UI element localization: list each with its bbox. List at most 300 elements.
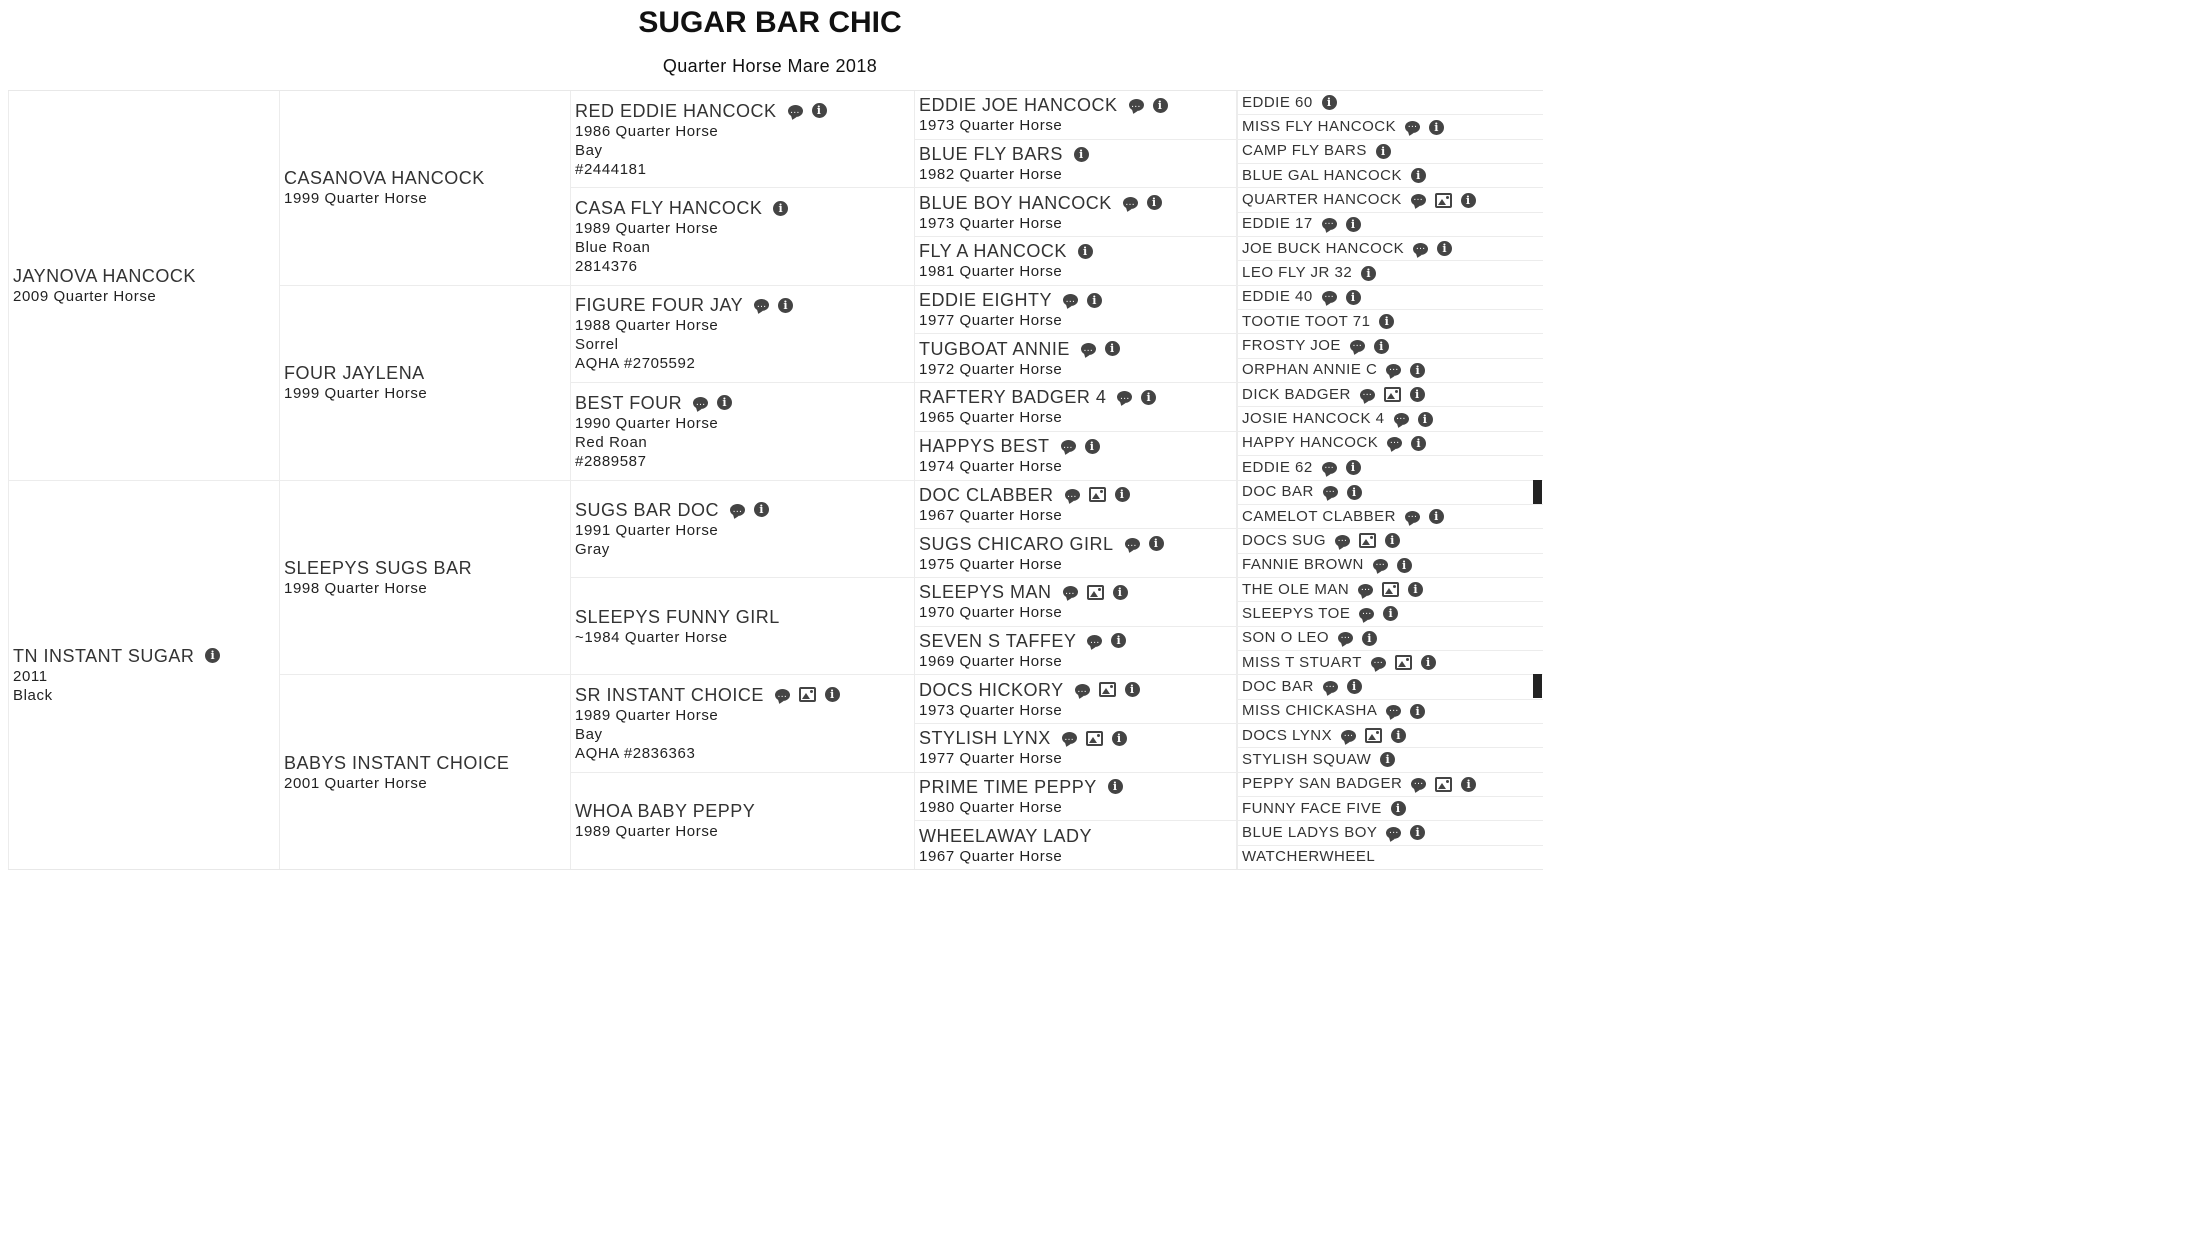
horse-icons [1386,704,1425,719]
horse-name-row [575,392,910,414]
horse-name[interactable]: BLUE BOY HANCOCK [919,192,1112,213]
info-icon[interactable]: i [1149,536,1164,551]
horse-detail: Gray [575,540,610,558]
horse-cell [914,334,1237,383]
info-icon[interactable]: i [1087,293,1102,308]
horse-name[interactable]: PEPPY SAN BADGER [1242,775,1403,793]
horse-name[interactable]: TN INSTANT SUGAR [13,645,195,666]
comment-icon[interactable] [1405,511,1420,523]
comment-icon[interactable] [1341,730,1356,742]
horse-icons [1350,339,1389,354]
info-icon[interactable]: i [1374,339,1389,354]
horse-cell [279,675,570,869]
image-icon[interactable] [1365,728,1382,743]
horse-name[interactable]: HAPPY HANCOCK [1242,434,1379,452]
horse-name[interactable]: DOC CLABBER [919,484,1054,505]
horse-name[interactable]: JAYNOVA HANCOCK [13,265,196,286]
horse-cell [914,432,1237,481]
horse-name-row [284,362,566,384]
horse-cell [914,188,1237,237]
info-icon[interactable]: i [773,201,788,216]
horse-name[interactable]: SEVEN S TAFFEY [919,630,1077,651]
comment-icon[interactable] [1394,413,1409,425]
info-icon[interactable]: i [1347,485,1362,500]
info-icon[interactable]: i [1113,585,1128,600]
comment-icon[interactable] [754,299,769,311]
horse-name[interactable]: SUGS CHICARO GIRL [919,533,1114,554]
horse-name-row [919,386,1232,408]
horse-icons [1411,193,1476,208]
horse-detail: 2011 [13,667,48,685]
horse-cell [1237,505,1543,529]
horse-name[interactable]: CASANOVA HANCOCK [284,168,485,189]
horse-name[interactable]: BLUE LADYS BOY [1242,823,1378,841]
comment-icon[interactable] [1065,489,1080,501]
info-icon[interactable]: i [1112,731,1127,746]
info-icon[interactable]: i [754,502,769,517]
horse-name[interactable]: SLEEPYS SUGS BAR [284,557,473,578]
comment-icon[interactable] [1087,635,1102,647]
horse-cell [1237,797,1543,821]
horse-icons [1371,655,1436,670]
info-icon[interactable]: i [1429,509,1444,524]
horse-name[interactable]: STYLISH SQUAW [1242,750,1372,768]
page-subtitle: Quarter Horse Mare 2018 [662,56,878,76]
horse-cell [914,578,1237,627]
info-icon[interactable]: i [1391,728,1406,743]
horse-icons [1391,801,1406,816]
info-icon[interactable]: i [1346,217,1361,232]
horse-name[interactable]: DOC BAR [1242,677,1314,695]
info-icon[interactable]: i [1411,436,1426,451]
comment-icon[interactable] [1323,681,1338,693]
horse-name[interactable]: DOCS SUG [1242,531,1327,549]
horse-name-row [1242,167,1539,185]
horse-name-row [1242,775,1539,793]
comment-icon[interactable] [1413,243,1428,255]
horse-name[interactable]: DOC BAR [1242,483,1314,501]
horse-name[interactable]: MISS T STUART [1242,653,1362,671]
horse-name[interactable]: PRIME TIME PEPPY [919,776,1097,797]
comment-icon[interactable] [1360,389,1375,401]
comment-icon[interactable] [1350,340,1365,352]
comment-icon[interactable] [1061,440,1076,452]
info-icon[interactable]: i [1141,390,1156,405]
horse-name-row [1242,727,1539,745]
image-icon[interactable] [1435,777,1452,792]
horse-name[interactable]: RAFTERY BADGER 4 [919,387,1107,408]
info-icon[interactable]: i [1410,704,1425,719]
horse-cell [570,383,914,480]
horse-name-row [1242,459,1539,477]
horse-detail: AQHA #2705592 [575,355,696,373]
horse-icons [1075,682,1140,697]
comment-icon[interactable] [1373,559,1388,571]
image-icon[interactable] [1086,731,1103,746]
horse-name[interactable]: DOCS LYNX [1242,726,1333,744]
horse-icons [205,648,220,663]
comment-icon[interactable] [1411,194,1426,206]
info-icon[interactable]: i [1074,147,1089,162]
info-icon[interactable]: i [1108,779,1123,794]
info-icon[interactable]: i [1361,266,1376,281]
horse-icons [1065,487,1130,502]
horse-name[interactable]: MISS CHICKASHA [1242,702,1378,720]
info-icon[interactable]: i [1429,120,1444,135]
info-icon[interactable]: i [1397,558,1412,573]
comment-icon[interactable] [1386,364,1401,376]
horse-name[interactable]: STYLISH LYNX [919,728,1051,749]
horse-name-row [1242,142,1539,160]
info-icon[interactable]: i [1362,631,1377,646]
horse-cell [1237,188,1543,212]
info-icon[interactable]: i [1346,460,1361,475]
image-icon[interactable] [1359,533,1376,548]
horse-name-row [575,197,910,219]
horse-name-row [1242,434,1539,452]
horse-name-row [575,800,910,822]
info-icon[interactable]: i [1410,387,1425,402]
horse-detail: 1973 Quarter Horse [919,701,1063,719]
horse-cell [1237,383,1543,407]
info-icon[interactable]: i [778,298,793,313]
horse-cell [914,529,1237,578]
horse-cell [1237,675,1543,699]
info-icon[interactable]: i [825,687,840,702]
comment-icon[interactable] [1063,586,1078,598]
info-icon[interactable]: i [1111,633,1126,648]
info-icon[interactable]: i [1322,95,1337,110]
horse-name[interactable]: EDDIE JOE HANCOCK [919,95,1118,116]
horse-cell [1237,261,1543,285]
comment-icon[interactable] [1386,827,1401,839]
horse-detail: Bay [575,725,603,743]
info-icon[interactable]: i [1085,439,1100,454]
horse-cell [1237,602,1543,626]
comment-icon[interactable] [1129,99,1144,111]
horse-detail: 1989 Quarter Horse [575,823,719,841]
info-icon[interactable]: i [1391,801,1406,816]
horse-detail: #2444181 [575,160,647,178]
horse-name[interactable]: TUGBOAT ANNIE [919,338,1070,359]
info-icon[interactable]: i [1437,241,1452,256]
horse-cell [279,91,570,286]
comment-icon[interactable] [1387,437,1402,449]
horse-name[interactable]: BABYS INSTANT CHOICE [284,752,510,773]
info-icon[interactable]: i [1410,825,1425,840]
info-icon[interactable]: i [1461,193,1476,208]
horse-name-row [13,645,275,667]
comment-icon[interactable] [730,504,745,516]
horse-name[interactable]: TOOTIE TOOT 71 [1242,312,1371,330]
horse-name-row [1242,410,1539,428]
horse-detail: 1982 Quarter Horse [919,166,1063,184]
horse-name-row [1242,556,1539,574]
info-icon[interactable]: i [1078,244,1093,259]
horse-name[interactable]: WHOA BABY PEPPY [575,801,756,822]
horse-name-row [284,167,566,189]
horse-name[interactable]: WHEELAWAY LADY [919,825,1093,846]
horse-icons [1386,825,1425,840]
page-title: SUGAR BAR CHIC [638,6,902,39]
image-icon[interactable] [1099,682,1116,697]
comment-icon[interactable] [788,105,803,117]
horse-name[interactable]: EDDIE 17 [1242,215,1313,233]
horse-cell [914,237,1237,286]
horse-icons [775,687,840,702]
pedigree-chart [8,90,1543,870]
comment-icon[interactable] [1117,391,1132,403]
horse-name[interactable]: FANNIE BROWN [1242,556,1364,574]
horse-detail: 1981 Quarter Horse [919,263,1063,281]
horse-name-row [1242,751,1539,769]
horse-detail: 1980 Quarter Horse [919,798,1063,816]
horse-name[interactable]: EDDIE 62 [1242,458,1313,476]
comment-icon[interactable] [1062,732,1077,744]
info-icon[interactable]: i [1379,314,1394,329]
comment-icon[interactable] [1411,778,1426,790]
horse-icons [1078,244,1093,259]
horse-detail: #2889587 [575,452,647,470]
horse-cell [914,140,1237,189]
horse-name[interactable]: FOUR JAYLENA [284,363,425,384]
horse-name[interactable]: SUGS BAR DOC [575,499,720,520]
info-icon[interactable]: i [1380,752,1395,767]
horse-icons [1373,558,1412,573]
horse-cell [1237,724,1543,748]
horse-name[interactable]: CASA FLY HANCOCK [575,198,763,219]
horse-cell [914,724,1237,773]
comment-icon[interactable] [1359,608,1374,620]
horse-name-row [1242,191,1539,209]
horse-name-row [1242,118,1539,136]
comment-icon[interactable] [1335,535,1350,547]
generation-1-column [8,91,279,869]
horse-name[interactable]: HAPPYS BEST [919,436,1050,457]
horse-cell [1237,821,1543,845]
info-icon[interactable]: i [1347,679,1362,694]
horse-icons [1387,436,1426,451]
horse-icons [1117,390,1156,405]
horse-name-row [1242,264,1539,282]
horse-name-row [1242,94,1539,112]
horse-name-row [919,825,1232,847]
comment-icon[interactable] [1125,538,1140,550]
info-icon[interactable]: i [1410,363,1425,378]
horse-detail: 2009 Quarter Horse [13,287,157,305]
horse-detail: AQHA #2836363 [575,744,696,762]
horse-cell [1237,334,1543,358]
horse-detail: 1977 Quarter Horse [919,750,1063,768]
info-icon[interactable]: i [1147,195,1162,210]
comment-icon[interactable] [1075,684,1090,696]
info-icon[interactable]: i [1115,487,1130,502]
info-icon[interactable]: i [1153,98,1168,113]
horse-name[interactable]: FROSTY JOE [1242,337,1341,355]
horse-detail: 1970 Quarter Horse [919,604,1063,622]
horse-name-row [919,338,1232,360]
horse-name[interactable]: EDDIE EIGHTY [919,290,1053,311]
horse-cell [570,675,914,772]
horse-detail: 1990 Quarter Horse [575,414,719,432]
horse-name[interactable]: FIGURE FOUR JAY [575,295,744,316]
horse-icons [1063,293,1102,308]
horse-name-row [919,484,1232,506]
horse-icons [1322,460,1361,475]
info-icon[interactable]: i [1461,777,1476,792]
horse-cell [914,627,1237,676]
horse-cell [1237,140,1543,164]
horse-cell [914,286,1237,335]
horse-cell [1237,846,1543,869]
horse-name-row [1242,702,1539,720]
info-icon[interactable]: i [1376,144,1391,159]
horse-icons [1322,95,1337,110]
info-icon[interactable]: i [205,648,220,663]
horse-name-row [1242,824,1539,842]
info-icon[interactable]: i [1421,655,1436,670]
horse-name[interactable]: DICK BADGER [1242,385,1351,403]
horse-icons [1129,98,1168,113]
horse-name[interactable]: SON O LEO [1242,629,1330,647]
comment-icon[interactable] [1322,462,1337,474]
horse-name[interactable]: DOCS HICKORY [919,679,1064,700]
horse-name[interactable]: CAMP FLY BARS [1242,142,1367,160]
horse-name[interactable]: EDDIE 40 [1242,288,1313,306]
image-icon[interactable] [1089,487,1106,502]
horse-icons [1358,582,1423,597]
horse-detail: ~1984 Quarter Horse [575,628,728,646]
comment-icon[interactable] [1323,486,1338,498]
info-icon[interactable]: i [1411,168,1426,183]
comment-icon[interactable] [1338,632,1353,644]
comment-icon[interactable] [693,397,708,409]
horse-cell [914,383,1237,432]
horse-name-row [1242,240,1539,258]
horse-name-row [284,752,566,774]
horse-detail: 1989 Quarter Horse [575,706,719,724]
horse-name[interactable]: WATCHERWHEEL [1242,848,1376,866]
comment-icon[interactable] [1322,218,1337,230]
horse-icons [1063,585,1128,600]
scroll-marker[interactable] [1533,480,1542,504]
horse-name-row [1242,313,1539,331]
horse-name-row [1242,848,1539,866]
horse-icons [1062,731,1127,746]
info-icon[interactable]: i [1418,412,1433,427]
horse-name[interactable]: LEO FLY JR 32 [1242,264,1353,282]
info-icon[interactable]: i [812,103,827,118]
image-icon[interactable] [1087,585,1104,600]
horse-icons [1338,631,1377,646]
horse-cell [1237,91,1543,115]
horse-name[interactable]: RED EDDIE HANCOCK [575,100,777,121]
horse-name-row [1242,581,1539,599]
info-icon[interactable]: i [1105,341,1120,356]
info-icon[interactable]: i [717,395,732,410]
info-icon[interactable]: i [1125,682,1140,697]
horse-name[interactable]: BLUE GAL HANCOCK [1242,166,1402,184]
scroll-marker[interactable] [1533,674,1542,698]
horse-name[interactable]: JOSIE HANCOCK 4 [1242,410,1385,428]
horse-name[interactable]: SLEEPYS FUNNY GIRL [575,606,780,627]
horse-icons [1323,679,1362,694]
horse-icons [1394,412,1433,427]
horse-cell [914,675,1237,724]
comment-icon[interactable] [1358,584,1373,596]
horse-cell [1237,578,1543,602]
horse-name[interactable]: JOE BUCK HANCOCK [1242,239,1405,257]
horse-cell [279,481,570,676]
horse-name-row [575,499,910,521]
horse-cell [1237,748,1543,772]
horse-name[interactable]: ORPHAN ANNIE C [1242,361,1378,379]
info-icon[interactable]: i [1385,533,1400,548]
horse-name-row [1242,605,1539,623]
horse-cell [1237,359,1543,383]
horse-name[interactable]: SLEEPYS TOE [1242,604,1351,622]
horse-cell [1237,237,1543,261]
horse-name[interactable]: FUNNY FACE FIVE [1242,799,1382,817]
horse-icons [1323,485,1362,500]
comment-icon[interactable] [1386,705,1401,717]
comment-icon[interactable] [1063,294,1078,306]
horse-name[interactable]: MISS FLY HANCOCK [1242,118,1397,136]
horse-icons [1087,633,1126,648]
horse-name-row [13,265,275,287]
horse-name[interactable]: FLY A HANCOCK [919,241,1067,262]
horse-name[interactable]: CAMELOT CLABBER [1242,507,1396,525]
image-icon[interactable] [1435,193,1452,208]
horse-name-row [919,679,1232,701]
image-icon[interactable] [799,687,816,702]
horse-detail: 1977 Quarter Horse [919,312,1063,330]
comment-icon[interactable] [1081,343,1096,355]
info-icon[interactable]: i [1383,606,1398,621]
image-icon[interactable] [1384,387,1401,402]
horse-name[interactable]: SR INSTANT CHOICE [575,684,764,705]
horse-name[interactable]: BEST FOUR [575,392,683,413]
horse-name[interactable]: QUARTER HANCOCK [1242,191,1402,209]
comment-icon[interactable] [1322,291,1337,303]
comment-icon[interactable] [1123,197,1138,209]
info-icon[interactable]: i [1408,582,1423,597]
image-icon[interactable] [1382,582,1399,597]
comment-icon[interactable] [1405,121,1420,133]
horse-name[interactable]: THE OLE MAN [1242,580,1350,598]
horse-icons [730,502,769,517]
horse-icons [1341,728,1406,743]
horse-cell [914,481,1237,530]
horse-cell [1237,310,1543,334]
horse-name-row [1242,361,1539,379]
horse-detail: Red Roan [575,433,648,451]
horse-cell [1237,554,1543,578]
horse-icons [1322,217,1361,232]
horse-name[interactable]: SLEEPYS MAN [919,582,1052,603]
horse-name-row [919,192,1232,214]
horse-icons [1359,606,1398,621]
comment-icon[interactable] [1371,657,1386,669]
info-icon[interactable]: i [1346,290,1361,305]
horse-name-row [1242,508,1539,526]
image-icon[interactable] [1395,655,1412,670]
comment-icon[interactable] [775,689,790,701]
horse-icons [1386,363,1425,378]
horse-name[interactable]: EDDIE 60 [1242,93,1313,111]
horse-name-row [1242,654,1539,672]
horse-name[interactable]: BLUE FLY BARS [919,144,1063,165]
